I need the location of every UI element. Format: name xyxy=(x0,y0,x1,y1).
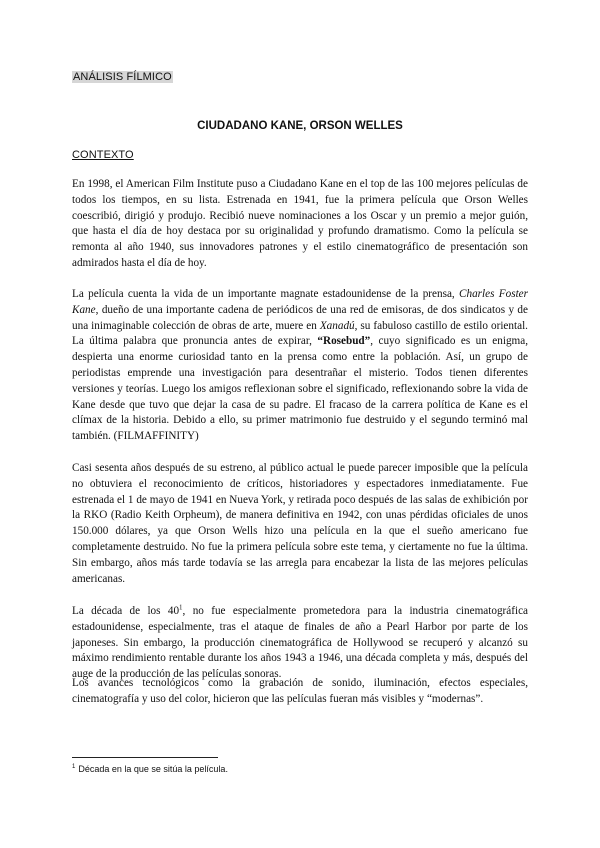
footnote-text: Década en la que se sitúa la película. xyxy=(78,764,228,774)
paragraph-4-text-b: , no fue especialmente prometedora para la industria cinematográfica estadounidense, especialmente, tras el ataque de finales de año a Pearl Harbor por parte de los japoneses. Sin embargo, la producción cinematográfica de Hollywood se recuperó y alcanzó su máximo rendimiento rentable durante los años 1943 a 1946, una década completa y más, después del auge de la producción de las películas sonoras. xyxy=(72,605,528,681)
character-name: Charles Foster Kane xyxy=(72,288,528,316)
paragraph-5: Los avances tecnológicos como la grabación de sonido, iluminación, efectos especiales, cinematografía y uso del color, hicieron que las películas fueran más visibles y “modernas”. xyxy=(72,677,528,705)
paragraph-4 xyxy=(72,604,528,683)
paragraph-1: En 1998, el American Film Institute puso a Ciudadano Kane en el top de las 100 mejores películas de todos los tiempos, en su lista. Estrenada en 1941, fue la primera película que Orson Welles coescribió, dirigió y produjo. Recibió nueve nominaciones a los Oscar y un premio a mejor guión, que hasta el día de hoy destaca por su originalidad y profundo dramatismo. Como la película se remonta al año 1940, sus innovadores patrones y el estilo cinematográfico de presentación son admirados hasta el día de hoy. xyxy=(72,178,528,269)
footnote-divider xyxy=(72,757,218,758)
paragraph-2 xyxy=(72,287,528,445)
paragraph-2-text-g: , cuyo significado es un enigma, despierta una enorme curiosidad tanto en la prensa como entre la población. Así, un grupo de periodistas emprende una investigación para desentrañar el misterio. Todos tienen diferentes versiones y teorías. Luego los amigos reflexionan sobre el significado, reflexionando sobre la vida de Kane desde que tuvo que dejar la casa de su padre. El fracaso de la carrera política de Kane es el clímax de la historia. Debido a ello, su primer matrimonio fue destruido y el segundo terminó mal también. (FILMAFFINITY) xyxy=(72,335,528,443)
footnote-reference: 1 xyxy=(179,603,183,612)
paragraph-2-text-e: , su fabuloso castillo de estilo oriental. La última palabra que pronuncia antes de expirar, xyxy=(72,319,528,348)
footnote-marker: 1 xyxy=(72,764,76,770)
document-title: CIUDADANO KANE, ORSON WELLES xyxy=(197,120,403,132)
paragraph-4-text-a: La década de los 40 xyxy=(72,605,180,617)
document-label xyxy=(72,71,173,83)
castle-name: Xanadú xyxy=(319,319,355,332)
section-heading-contexto: CONTEXTO xyxy=(72,149,134,161)
rosebud-word: “Rosebud” xyxy=(317,335,371,348)
paragraph-2-text-c: , dueño de una importante cadena de periódicos de una red de emisoras, de dos sindicatos y de una inimaginable colección de obras de arte, muere en xyxy=(72,303,528,332)
paragraph-2-text-a: La película cuenta la vida de un importante magnate estadounidense de la prensa, xyxy=(72,288,460,300)
paragraph-3: Casi sesenta años después de su estreno, al público actual le puede parecer imposible que la película no obtuviera el reconocimiento de críticos, historiadores y espectadores inmediatamente. Fue estrenada el 1 de mayo de 1941 en Nueva York, y retirada poco después de las salas de exhibición por la RKO (Radio Keith Orpheum), de manera definitiva en 1942, con unas pérdidas oficiales de unos 150.000 dólares, ya que Orson Wells hizo una película en la que el sueño americano fue completamente destruido. No fue la primera película sobre este tema, y ciertamente no fue la última. Sin embargo, años más tarde todavía se las arregla para encabezar la lista de las mejores películas americanas. xyxy=(72,462,528,585)
document-label-text: ANÁLISIS FÍLMICO xyxy=(73,71,172,83)
footnote xyxy=(72,764,228,774)
